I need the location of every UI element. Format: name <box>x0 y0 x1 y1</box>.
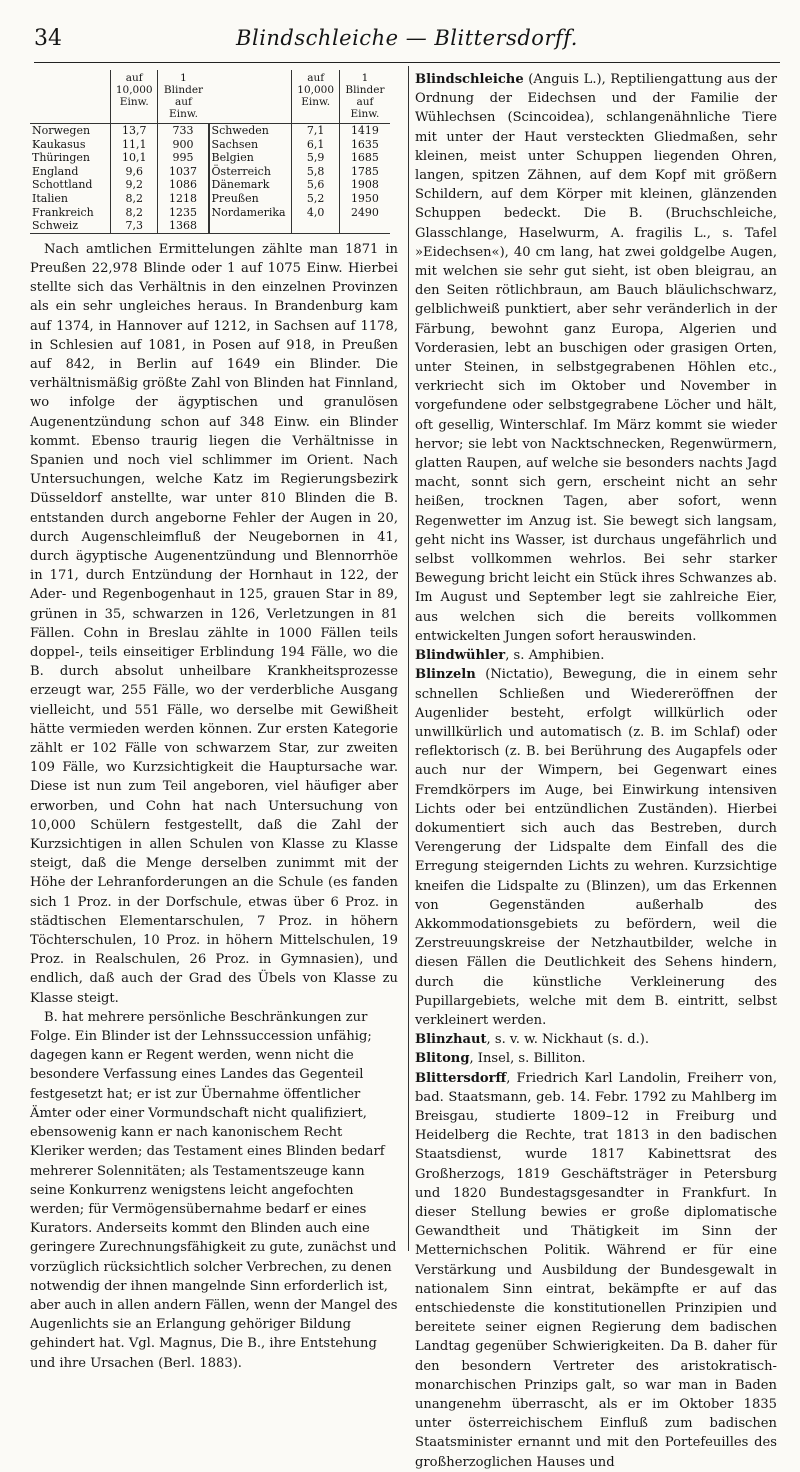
entry-blindschleiche <box>415 70 777 646</box>
entry-blitong <box>415 1049 777 1068</box>
entry-blindwuehler <box>415 646 777 665</box>
table-col-header: auf 10,000 Einw. <box>111 70 158 124</box>
headword: Blinzeln <box>415 667 476 683</box>
page-number: 34 <box>34 26 62 51</box>
entry-text: , s. Amphibien. <box>505 648 605 664</box>
table-col-header: 1 Blinder auf Einw. <box>158 70 209 124</box>
table-col-header: auf 10,000 Einw. <box>292 70 339 124</box>
table-col-header: 1 Blinder auf Einw. <box>339 70 390 124</box>
column-divider <box>408 66 409 1251</box>
table-row: England 9,6 1037 Österreich 5,8 1785 <box>30 165 390 179</box>
entry-text: , Insel, s. Billiton. <box>469 1051 586 1067</box>
headword: Blittersdorff <box>415 1070 507 1086</box>
headword: Blinzhaut <box>415 1032 487 1048</box>
legal-paragraph: B. hat mehrere persönliche Beschränkungen zur Folge. Ein Blinder ist der Lehnssuccession unfähig; dagegen kann er Regent werden, wenn nicht die besondere Verfassung eines Landes das Gegenteil festgesetzt hat; er ist zur Übernahme öffentlicher Ämter oder einer Vormundschaft nicht qualifiziert, ebensowenig kann er nach kanonischem Recht Kleriker werden; das Testament eines Blinden bedarf mehrerer Solennitäten; als Testamentszeuge kann seine Konkurrenz wenigstens leicht angefochten werden; für Vermögensübernahme bedarf er eines Kurators. Anderseits kommt den Blinden auch eine geringere Zurechnungsfähigkeit zu gute, zunächst und vorzüglich rücksichtlich solcher Verbrechen, zu denen notwendig der ihnen mangelnde Sinn erforderlich ist, aber auch in allen andern Fällen, wenn der Mangel des Augenlichts sie an Erlangung gehöriger Bildung gehindert hat. Vgl. Magnus, Die B., ihre Entstehung und ihre Ursachen (Berl. 1883). <box>30 1009 398 1371</box>
entry-blinzhaut <box>415 1030 777 1049</box>
table-row: Italien 8,2 1218 Preußen 5,2 1950 <box>30 192 390 206</box>
header-rule <box>34 62 780 63</box>
right-column <box>415 70 777 1472</box>
page-header <box>34 26 780 60</box>
entry-text: (Anguis L.), Reptiliengattung aus der Ordnung der Eidechsen und der Familie der Wühlechsen (Scincoidea), schlangenähnliche Tiere mit unter der Haut versteckten Gliedmaßen, sehr kleinen, meist unter Schuppen liegenden Ohren, langen, spitzen Zähnen, auf dem Kopf mit größern Schildern, auf dem Körper mit kleinen, glänzenden Schuppen bedeckt. Die B. (Bruchschleiche, Glasschlange, Haselwurm, A. fragilis L., s. Tafel »Eidechsen«), 40 cm lang, hat zwei goldgelbe Augen, mit welchen sie sehr gut sieht, ist oben bleigrau, an den Seiten rötlichbraun, am Bauch bläulichschwarz, gelblichweiß punktiert, aber sehr veränderlich in der Färbung, bewohnt ganz Europa, Algerien und Vorderasien, lebt an buschigen oder grasigen Orten, unter Steinen, in selbstgegrabenen Höhlen etc., verkriecht sich im Oktober und November in vorgefundene oder selbstgegrabene Löcher und hält, oft gesellig, Winterschlaf. Im März kommt sie wieder hervor; sie lebt von Nacktschnecken, Regenwürmern, glatten Raupen, auf welche sie besonders nachts Jagd macht, sonnt sich gern, erscheint nicht an sehr heißen, trocknen Tagen, aber sofort, wenn Regenwetter im Anzug ist. Sie bewegt sich langsam, geht nicht ins Wasser, ist durchaus ungefährlich und selbst vollkommen wehrlos. Bei sehr starker Bewegung bricht leicht ein Stück ihres Schwanzes ab. Im August und September legt sie zahlreiche Eier, aus welchen sich die bereits vollkommen entwickelten Jungen sofort herauswinden. <box>415 72 777 644</box>
table-row: Norwegen 13,7 733 Schweden 7,1 1419 <box>30 124 390 138</box>
table-row: Schottland 9,2 1086 Dänemark 5,6 1908 <box>30 178 390 192</box>
table-row: Kaukasus 11,1 900 Sachsen 6,1 1635 <box>30 138 390 152</box>
entry-text: , s. v. w. Nickhaut (s. d.). <box>486 1032 650 1048</box>
entry-blinzeln <box>415 665 777 1030</box>
blind-statistics-table <box>30 70 390 234</box>
headword: Blitong <box>415 1051 470 1067</box>
table-header-row <box>30 70 390 124</box>
headword: Blindwühler <box>415 648 506 664</box>
table-row: Thüringen 10,1 995 Belgien 5,9 1685 <box>30 151 390 165</box>
entry-text: , Friedrich Karl Landolin, Freiherr von, bad. Staatsmann, geb. 14. Febr. 1792 zu Mahlberg im Breisgau, studierte 1809–12 in Freiburg und Heidelberg die Rechte, trat 1813 in den badischen Staatsdienst, wurde 1817 Kabinettsrat des Großherzogs, 1819 Geschäftsträger in Petersburg und 1820 Bundestagsgesandter in Frankfurt. In dieser Stellung bewies er große diplomatische Gewandtheit und Thätigkeit im Sinn der Metternichschen Politik. Während er für eine Verstärkung und Ausbildung der Bundesgewalt in nationalem Sinn eintrat, bekämpfte er auf das entschiedenste die konstitutionellen Prinzipien und bereitete seiner eignen Regierung dem badischen Landtag gegenüber Schwierigkeiten. Da B. daher für den besondern Vertreter des aristokratisch-monarchischen Prinzips galt, so war man in Baden unangenehm überrascht, als er im Oktober 1835 unter österreichischem Einfluß zum badischen Staatsminister ernannt und mit den Portefeuilles des großherzoglichen Hauses und <box>415 1070 777 1470</box>
running-head: Blindschleiche — Blittersdorff. <box>236 26 578 50</box>
left-column <box>30 70 398 1373</box>
table-row: Schweiz 7,3 1368 <box>30 219 390 233</box>
headword: Blindschleiche <box>415 72 524 87</box>
table-row: Frankreich 8,2 1235 Nordamerika 4,0 2490 <box>30 206 390 220</box>
entry-blittersdorff <box>415 1069 777 1472</box>
statistics-paragraph: Nach amtlichen Ermittelungen zählte man 1871 in Preußen 22,978 Blinde oder 1 auf 1075 Einw. Hierbei stellte sich das Verhältnis in den einzelnen Provinzen als ein sehr ungleiches heraus. In Brandenburg kam auf 1374, in Hannover auf 1212, in Sachsen auf 1178, in Schlesien auf 1081, in Posen auf 918, in Preußen auf 842, in Berlin auf 1649 ein Blinder. Die verhältnismäßig größte Zahl von Blinden hat Finnland, wo infolge der ägyptischen und granulösen Augenentzündung schon auf 348 Einw. ein Blinder kommt. Ebenso traurig liegen die Verhältnisse in Spanien und noch viel schlimmer im Orient. Nach Untersuchungen, welche Katz im Regierungsbezirk Düsseldorf anstellte, war unter 810 Blinden die B. entstanden durch angeborne Fehler der Augen in 20, durch Augenschleimfluß der Neugebornen in 41, durch ägyptische Augenentzündung und Blennorrhöe in 171, durch Entzündung der Hornhaut in 122, der Ader- und Regenbogenhaut in 125, grauen Star in 89, grünen in 35, schwarzen in 126, Verletzungen in 81 Fällen. Cohn in Breslau zählte in 1000 Fällen teils doppel-, teils einseitiger Erblindung 194 Fälle, wo die B. durch absolut unheilbare Krankheitsprozesse erzeugt war, 255 Fälle, wo der verderbliche Ausgang vielleicht, und 551 Fälle, wo derselbe mit Gewißheit hätte vermieden werden können. Zur ersten Kategorie zählt er 102 Fälle von schwarzem Star, zur zweiten 109 Fälle, wo Kurzsichtigkeit die Hauptursache war. Diese ist nun zum Teil angeboren, viel häufiger aber erworben, und Cohn hat nach Untersuchung von 10,000 Schülern festgestellt, daß die Zahl der Kurzsichtigen in allen Schulen von Klasse zu Klasse steigt, daß die Menge derselben zunimmt mit der Höhe der Lehranforderungen an die Schule (es fanden sich 1 Proz. in der Dorfschule, etwas über 6 Proz. in städtischen Elementarschulen, 7 Proz. in höhern Töchterschulen, 10 Proz. in höhern Mittelschulen, 19 Proz. in Realschulen, 26 Proz. in Gymnasien), und endlich, daß auch der Grad des Übels von Klasse zu Klasse steigt. <box>30 241 398 1006</box>
entry-text: (Nictatio), Bewegung, die in einem sehr schnellen Schließen und Wiedereröffnen der Augenlider besteht, erfolgt willkürlich oder unwillkürlich und automatisch (z. B. im Schlaf) oder reflektorisch (z. B. bei Berührung des Augapfels oder auch nur der Wimpern, bei Gegenwart eines Fremdkörpers im Auge, bei Einwirkung intensiven Lichts oder bei entzündlichen Zuständen). Hierbei dokumentiert sich auch das Bestreben, durch Verengerung der Lidspalte dem Einfall des die Erregung steigernden Lichts zu wehren. Kurzsichtige kneifen die Lidspalte zu (Blinzen), um das Erkennen von Gegenständen außerhalb des Akkommodationsgebiets zu befördern, weil die Zerstreuungskreise der Netzhautbilder, welche in diesen Fällen die Deutlichkeit des Sehens hindern, durch die künstliche Verkleinerung des Pupillargebiets, welche mit dem B. eintritt, selbst verkleinert werden. <box>415 667 777 1028</box>
